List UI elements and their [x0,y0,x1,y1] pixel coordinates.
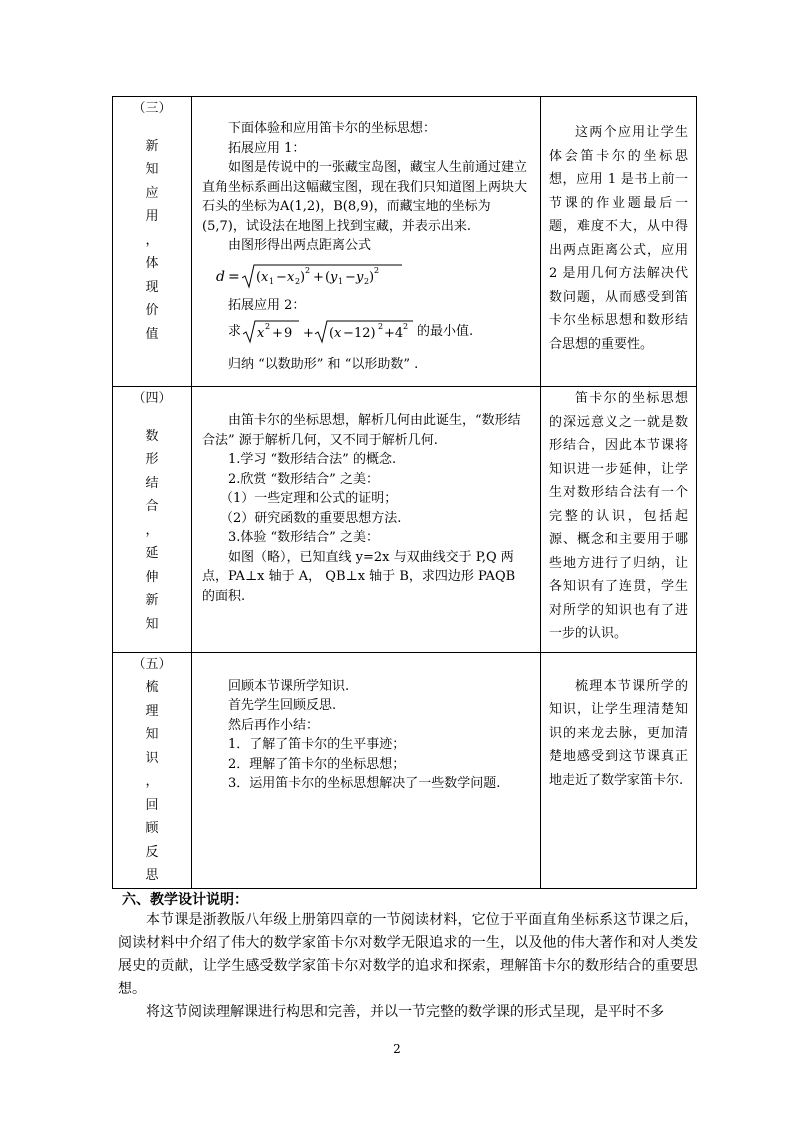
stage-char: 延 [145,546,159,561]
note-text: 笛卡尔的坐标思想的深远意义之一就是数形结合，因此本节课将知识进一步延伸，让学生对数形结合法有一个完整的认识，包括起源、概念和主要用于哪些地方进行了归纳，让各知识有了连贯，学生对所学的知识也有了进一步的认识。 [549,391,688,641]
svg-text:x: x [334,326,342,341]
svg-text:): ) [300,269,306,285]
svg-text:): ) [369,269,375,285]
distance-formula [202,256,532,296]
stage-char: 知 [145,162,159,177]
stage-char: 新 [145,138,159,154]
note-text-wrap [541,653,696,799]
note-text-wrap [541,97,696,362]
stage-char: 回 [145,797,159,813]
svg-text:(: ( [256,269,262,285]
note-text: 梳理本节课所学的知识，让学生理清楚知识的来龙去脉，更加清楚地感受到这节课真正地走近了数学家笛卡尔. [549,678,688,788]
stage-cell [113,97,192,387]
content-paragraph: 如图是传说中的一张藏宝岛图，藏宝人生前通过建立直角坐标系画出这幅藏宝图，现在我们只知道图上两块大石头的坐标为A(1,2)，B(8,9)，而藏宝地的坐标为(5,7)，试设法在地图上找到宝藏，并表示出来. [202,160,528,234]
stage-char: 思 [145,868,159,883]
content-line: 然后再作小结： [228,717,320,733]
stage-char: 伸 [145,569,159,585]
svg-text:2: 2 [364,276,370,286]
svg-text:9: 9 [284,326,293,341]
stage-char: 现 [145,279,159,295]
svg-text:−: − [345,269,356,285]
svg-text:2: 2 [305,265,311,275]
question-prefix: 求 [228,324,242,340]
stage-char: ， [145,774,159,789]
note-text: 这两个应用让学生体会笛卡尔的坐标思想，应用 1 是书上前一节课的作业题最后一题，难度不大，从中得出两点距离公式，应用 2 是用几何方法解决代数问题，从而感受到笛卡尔坐标思想和数形结合思想的重要性。 [549,125,688,352]
content-cell [192,387,541,653]
stage-char: 顾 [145,821,159,836]
table-row [113,652,697,888]
stage-char: 合 [145,499,159,514]
content-line: 2.欣赏 “数形结合” 之美： [228,471,379,487]
content-line: 回顾本节课所学知识. [228,678,350,694]
svg-text:x: x [287,269,295,285]
svg-text:=: = [228,268,240,285]
stage-char: 知 [145,616,159,632]
note-text-wrap [541,387,696,652]
content-paragraph: 拓展应用 2： [228,297,306,313]
stage-char: ， [145,522,159,538]
stage-char: 结 [145,475,159,491]
table-row [113,97,697,387]
svg-text:(: ( [329,326,335,341]
stage-char: 梳 [145,680,159,695]
stage-label: （五） [132,656,172,672]
stage-cell [113,652,192,888]
content-line: 1.学习 “数形结合法” 的概念. [228,452,397,467]
svg-text:+: + [303,326,314,341]
lesson-table [112,96,697,889]
svg-text:d: d [216,268,225,285]
content-line: 3．运用笛卡尔的坐标思想解决了一些数学问题. [228,776,501,791]
svg-text:1: 1 [269,276,275,286]
svg-text:2: 2 [374,265,380,275]
content-paragraph: 拓展应用 1： [228,140,306,156]
svg-text:+: + [272,326,283,341]
stage-char: 应 [145,185,159,201]
stage-char: 理 [145,703,159,719]
distance-formula-graphic [214,261,404,291]
note-cell [541,97,697,387]
content-cell [192,97,541,387]
svg-text:x: x [261,269,269,285]
svg-text:y: y [356,269,364,285]
min-value-question [202,315,532,349]
stage-char: 体 [145,256,159,271]
stage-char: 识 [145,750,159,766]
content-line: 首先学生回顾反思. [228,698,337,713]
svg-text:12): 12) [354,326,376,341]
svg-text:−: − [343,326,354,341]
content-line: （1）一些定理和公式的证明； [220,491,398,506]
svg-text:(: ( [325,269,331,285]
note-cell [541,387,697,653]
stage-char: 反 [145,844,159,860]
svg-text:2: 2 [265,322,271,331]
min-value-formula-graphic [241,318,417,346]
svg-text:y: y [330,269,338,285]
page-number: 2 [393,1042,401,1056]
content-line: 3.体验 “数形结合” 之美： [228,530,379,545]
svg-text:1: 1 [338,276,344,286]
stage-label: （四） [132,391,172,406]
svg-text:−: − [276,269,287,285]
content-line: （2）研究函数的重要思想方法. [220,510,402,526]
content-paragraph: 归纳 “以数助形” 和 “以形助数” . [228,357,419,372]
svg-text:2: 2 [378,322,384,331]
stage-cell [113,387,192,653]
svg-text:x: x [257,326,265,341]
content-paragraph: 如图（略），已知直线 y=2x 与双曲线交于 P,Q 两点，PA⊥x 轴于 A， QB⊥x 轴于 B，求四边形 PAQB 的面积. [202,549,516,604]
stage-char: 知 [145,727,159,742]
svg-text:2: 2 [403,322,409,331]
note-cell [541,652,697,888]
section-title: 六、教学设计说明： [122,892,248,908]
content-line: 2．理解了笛卡尔的坐标思想； [228,756,406,772]
svg-text:+: + [313,269,324,285]
content-cell [192,652,541,888]
svg-text:+4: +4 [384,326,404,341]
section-body [118,909,698,1024]
svg-text:2: 2 [295,276,301,286]
content-paragraph: 由笛卡尔的坐标思想，解析几何由此诞生，“数形结合法” 源于解析几何，又不同于解析几何. [202,413,521,448]
content-line: 1．了解了笛卡尔的生平事迹； [228,737,406,752]
stage-char: 形 [145,452,159,467]
stage-char: 值 [145,326,159,342]
stage-char: 价 [145,303,159,318]
stage-char: 新 [145,593,159,608]
content-paragraph: 由图形得出两点距离公式 [228,238,372,253]
stage-label: （三） [132,101,172,116]
question-suffix: 的最小值. [417,324,474,340]
stage-char: 数 [145,428,159,444]
section-paragraph: 本节课是浙教版八年级上册第四章的一节阅读材料，它位于平面直角坐标系这节课之后，阅读材料中介绍了伟大的数学家笛卡尔对数学无限追求的一生，以及他的伟大著作和对人类发展史的贡献，让学生感受数学家笛卡尔对数学的追求和探索，理解笛卡尔的数形结合的重要思想。 [118,912,698,997]
table-row [113,387,697,653]
content-paragraph: 下面体验和应用笛卡尔的坐标思想： [228,121,437,136]
section-paragraph: 将这节阅读理解课进行构思和完善，并以一节完整的数学课的形式呈现，是平时不多 [146,1004,664,1020]
stage-char: 用 [145,209,159,224]
stage-char: ， [145,232,159,248]
